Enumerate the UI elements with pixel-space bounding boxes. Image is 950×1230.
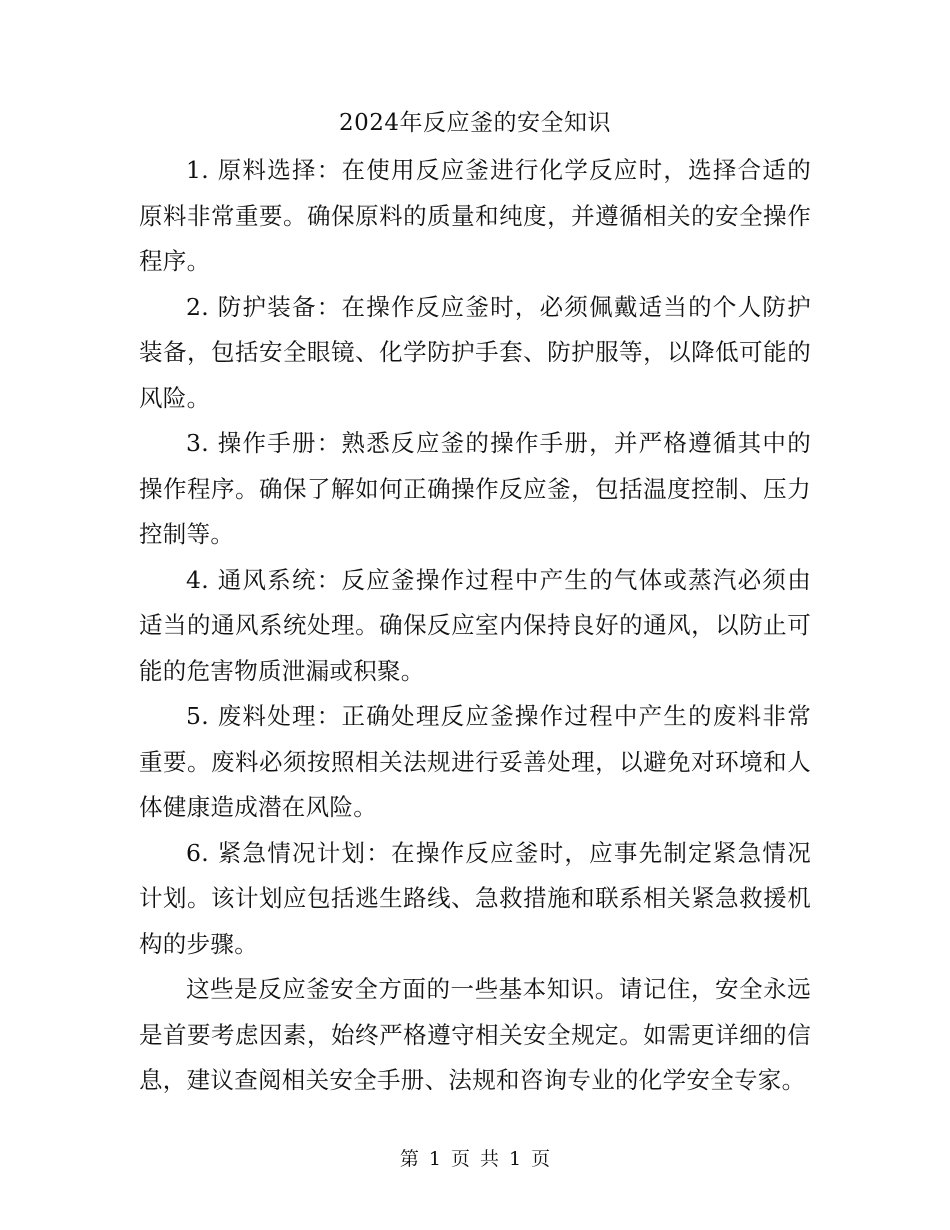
paragraph-emergency-plan: 6. 紧急情况计划：在操作反应釜时，应事先制定紧急情况计划。该计划应包括逃生路线、急救措施和联系相关紧急救援机构的步骤。	[139, 838, 811, 958]
paragraph-ventilation: 4. 通风系统：反应釜操作过程中产生的气体或蒸汽必须由适当的通风系统处理。确保反应室内保持良好的通风，以防止可能的危害物质泄漏或积聚。	[139, 565, 811, 685]
paragraph-waste-disposal: 5. 废料处理：正确处理反应釜操作过程中产生的废料非常重要。废料必须按照相关法规进行妥善处理，以避免对环境和人体健康造成潜在风险。	[139, 702, 811, 821]
document-title: 2024年反应釜的安全知识	[338, 110, 612, 136]
paragraph-raw-material: 1. 原料选择：在使用反应釜进行化学反应时，选择合适的原料非常重要。确保原料的质量和纯度，并遵循相关的安全操作程序。	[139, 156, 811, 275]
page-number-footer: 第 1 页 共 1 页	[399, 1148, 551, 1170]
document-body	[139, 148, 811, 1104]
paragraph-operation-manual: 3. 操作手册：熟悉反应釜的操作手册，并严格遵循其中的操作程序。确保了解如何正确操作反应釜，包括温度控制、压力控制等。	[139, 429, 811, 548]
paragraph-protective-gear: 2. 防护装备：在操作反应釜时，必须佩戴适当的个人防护装备，包括安全眼镜、化学防护手套、防护服等，以降低可能的风险。	[139, 292, 811, 412]
paragraph-summary: 这些是反应釜安全方面的一些基本知识。请记住，安全永远是首要考虑因素，始终严格遵守相关安全规定。如需更详细的信息，建议查阅相关安全手册、法规和咨询专业的化学安全专家。	[139, 975, 811, 1094]
